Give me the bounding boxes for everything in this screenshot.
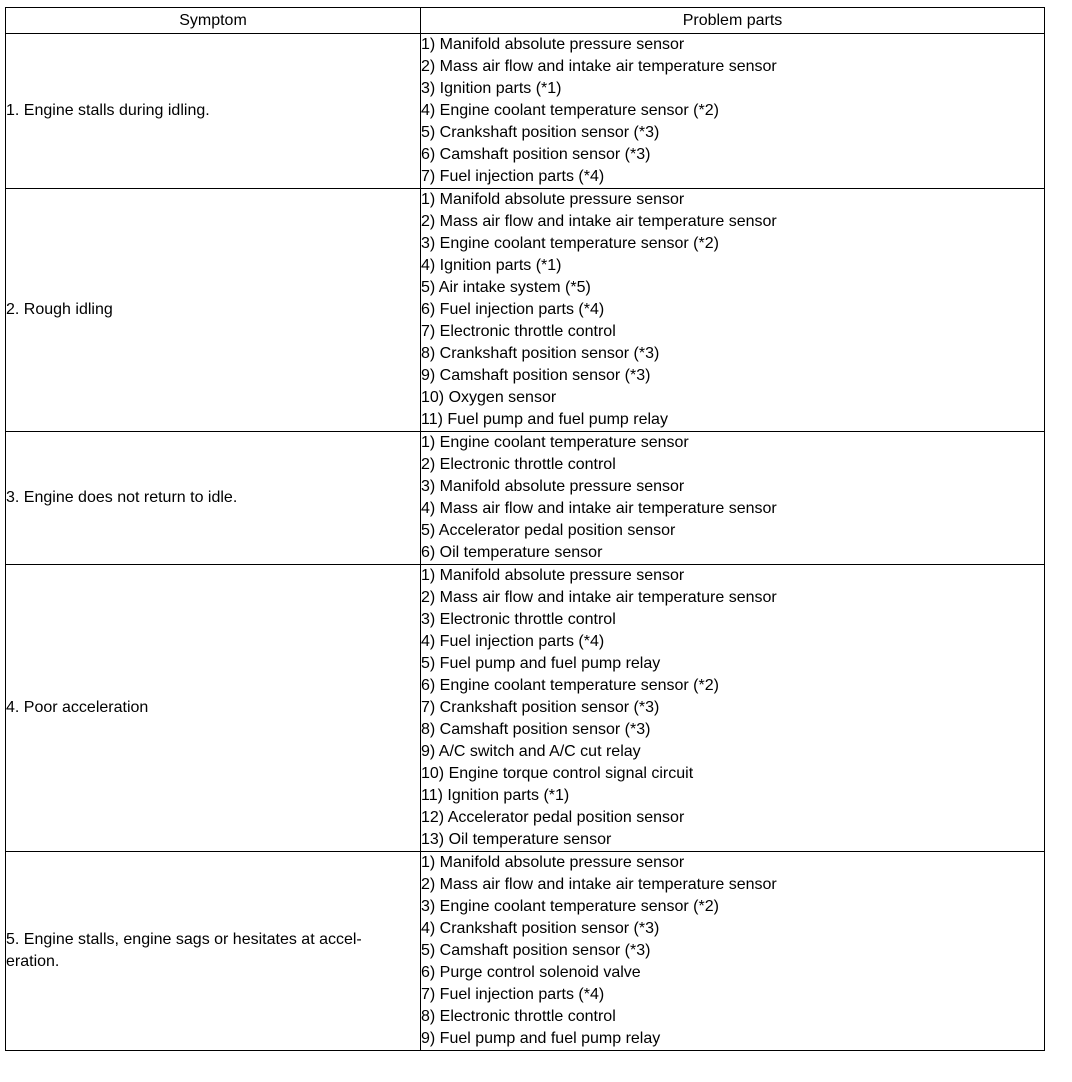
table-row [6,432,1045,565]
problem-part-item: 7) Fuel injection parts (*4) [421,168,605,185]
problem-part-item: 9) Fuel pump and fuel pump relay [421,1030,661,1047]
problem-parts-cell [421,565,1045,852]
problem-part-item: 8) Crankshaft position sensor (*3) [421,345,660,362]
problem-part-item: 7) Electronic throttle control [421,323,616,340]
problem-part-item: 1) Manifold absolute pressure sensor [421,36,685,53]
problem-part-item: 1) Engine coolant temperature sensor [421,434,689,451]
problem-parts-cell [421,189,1045,432]
header-row [6,8,1045,34]
problem-parts-cell [421,34,1045,189]
problem-part-item: 2) Mass air flow and intake air temperature sensor [421,589,777,606]
problem-part-item: 1) Manifold absolute pressure sensor [421,191,685,208]
problem-parts-column-header: Problem parts [421,8,1045,34]
problem-part-item: 8) Camshaft position sensor (*3) [421,721,651,738]
problem-part-item: 11) Ignition parts (*1) [421,787,570,804]
problem-part-item: 6) Purge control solenoid valve [421,964,641,981]
problem-part-item: 10) Oxygen sensor [421,389,557,406]
table-body [6,34,1045,1051]
symptom-cell: 5. Engine stalls, engine sags or hesitates at accel- eration. [6,852,421,1051]
problem-part-item: 5) Crankshaft position sensor (*3) [421,124,660,141]
symptom-cell: 3. Engine does not return to idle. [6,432,421,565]
table-row [6,189,1045,432]
problem-part-item: 6) Camshaft position sensor (*3) [421,146,651,163]
problem-part-item: 4) Mass air flow and intake air temperature sensor [421,500,777,517]
problem-part-item: 2) Mass air flow and intake air temperature sensor [421,213,777,230]
problem-parts-cell [421,852,1045,1051]
problem-part-item: 1) Manifold absolute pressure sensor [421,567,685,584]
problem-part-item: 10) Engine torque control signal circuit [421,765,694,782]
problem-part-item: 3) Electronic throttle control [421,611,616,628]
problem-part-item: 9) A/C switch and A/C cut relay [421,743,641,760]
problem-part-item: 13) Oil temperature sensor [421,831,612,848]
problem-part-item: 6) Fuel injection parts (*4) [421,301,605,318]
problem-part-item: 2) Mass air flow and intake air temperature sensor [421,58,777,75]
symptom-cell: 2. Rough idling [6,189,421,432]
problem-part-item: 3) Ignition parts (*1) [421,80,562,97]
table-row [6,34,1045,189]
table-row [6,565,1045,852]
diagnosis-table [5,7,1045,1051]
problem-part-item: 4) Crankshaft position sensor (*3) [421,920,660,937]
problem-part-item: 3) Engine coolant temperature sensor (*2) [421,235,719,252]
symptom-cell: 1. Engine stalls during idling. [6,34,421,189]
problem-part-item: 9) Camshaft position sensor (*3) [421,367,651,384]
problem-part-item: 7) Crankshaft position sensor (*3) [421,699,660,716]
problem-part-item: 4) Ignition parts (*1) [421,257,562,274]
problem-part-item: 12) Accelerator pedal position sensor [421,809,685,826]
problem-part-item: 7) Fuel injection parts (*4) [421,986,605,1003]
problem-part-item: 5) Accelerator pedal position sensor [421,522,676,539]
problem-part-item: 4) Fuel injection parts (*4) [421,633,605,650]
problem-part-item: 11) Fuel pump and fuel pump relay [421,411,668,428]
problem-part-item: 5) Air intake system (*5) [421,279,591,296]
problem-part-item: 6) Engine coolant temperature sensor (*2) [421,677,719,694]
symptom-cell: 4. Poor acceleration [6,565,421,852]
problem-part-item: 5) Camshaft position sensor (*3) [421,942,651,959]
problem-part-item: 1) Manifold absolute pressure sensor [421,854,685,871]
problem-part-item: 3) Manifold absolute pressure sensor [421,478,685,495]
problem-part-item: 8) Electronic throttle control [421,1008,616,1025]
problem-part-item: 6) Oil temperature sensor [421,544,603,561]
problem-part-item: 2) Electronic throttle control [421,456,616,473]
problem-part-item: 3) Engine coolant temperature sensor (*2) [421,898,719,915]
problem-part-item: 5) Fuel pump and fuel pump relay [421,655,661,672]
problem-part-item: 2) Mass air flow and intake air temperature sensor [421,876,777,893]
symptom-column-header: Symptom [6,8,421,34]
table-row [6,852,1045,1051]
problem-part-item: 4) Engine coolant temperature sensor (*2) [421,102,719,119]
problem-parts-cell [421,432,1045,565]
